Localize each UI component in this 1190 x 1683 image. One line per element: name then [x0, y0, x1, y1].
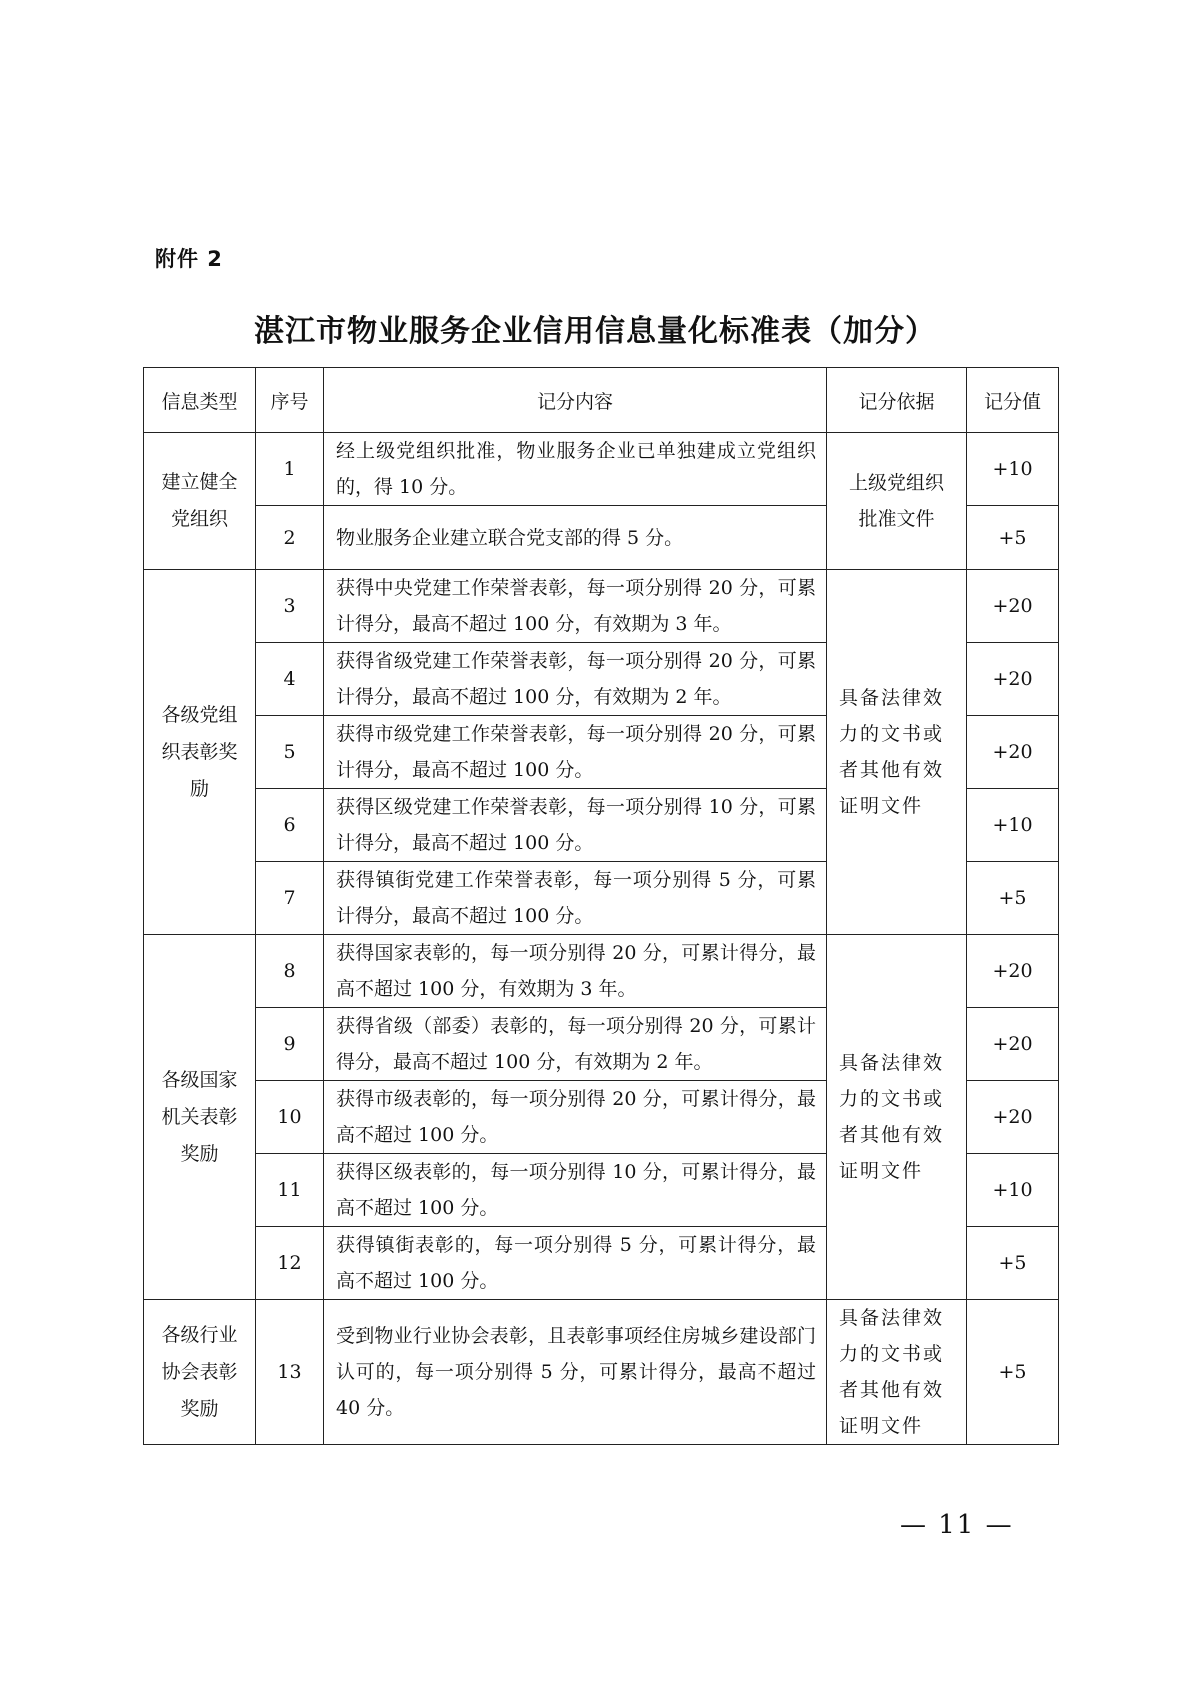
table-row: [144, 433, 1059, 506]
row-value: +5: [967, 506, 1059, 570]
row-value: +20: [967, 643, 1059, 716]
row-content: 获得市级表彰的，每一项分别得 20 分，可累计得分，最高不超过 100 分。: [324, 1081, 827, 1154]
row-value: +20: [967, 716, 1059, 789]
row-value: +10: [967, 433, 1059, 506]
header-basis: 记分依据: [827, 368, 967, 433]
row-no: 2: [256, 506, 324, 570]
page-number: — 11 —: [900, 1510, 1014, 1540]
row-content: 受到物业行业协会表彰，且表彰事项经住房城乡建设部门认可的，每一项分别得 5 分，可累计得分，最高不超过 40 分。: [324, 1300, 827, 1445]
row-no: 11: [256, 1154, 324, 1227]
header-content: 记分内容: [324, 368, 827, 433]
row-content: 获得区级党建工作荣誉表彰，每一项分别得 10 分，可累计得分，最高不超过 100 分。: [324, 789, 827, 862]
header-no: 序号: [256, 368, 324, 433]
row-value: +20: [967, 1008, 1059, 1081]
row-value: +10: [967, 1154, 1059, 1227]
table-row: [144, 935, 1059, 1008]
row-content: 获得区级表彰的，每一项分别得 10 分，可累计得分，最高不超过 100 分。: [324, 1154, 827, 1227]
row-content: 获得镇街党建工作荣誉表彰，每一项分别得 5 分，可累计得分，最高不超过 100 分。: [324, 862, 827, 935]
row-no: 1: [256, 433, 324, 506]
group-basis-cell: 具备法律效力的文书或者其他有效证明文件: [827, 570, 967, 935]
header-value: 记分值: [967, 368, 1059, 433]
row-content: 获得镇街表彰的，每一项分别得 5 分，可累计得分，最高不超过 100 分。: [324, 1227, 827, 1300]
group-basis-cell: 上级党组织批准文件: [827, 433, 967, 570]
row-content: 物业服务企业建立联合党支部的得 5 分。: [324, 506, 827, 570]
row-content: 获得省级党建工作荣誉表彰，每一项分别得 20 分，可累计得分，最高不超过 100 分，有效期为 2 年。: [324, 643, 827, 716]
group-type-cell: 各级行业协会表彰奖励: [144, 1300, 256, 1445]
row-no: 13: [256, 1300, 324, 1445]
group-type-cell: 各级国家机关表彰奖励: [144, 935, 256, 1300]
header-type: 信息类型: [144, 368, 256, 433]
row-value: +10: [967, 789, 1059, 862]
row-no: 10: [256, 1081, 324, 1154]
row-no: 12: [256, 1227, 324, 1300]
row-content: 获得国家表彰的，每一项分别得 20 分，可累计得分，最高不超过 100 分，有效期为 3 年。: [324, 935, 827, 1008]
row-value: +5: [967, 1300, 1059, 1445]
page-title: 湛江市物业服务企业信用信息量化标准表（加分）: [254, 314, 936, 349]
row-no: 7: [256, 862, 324, 935]
row-content: 获得中央党建工作荣誉表彰，每一项分别得 20 分，可累计得分，最高不超过 100 分，有效期为 3 年。: [324, 570, 827, 643]
row-no: 3: [256, 570, 324, 643]
group-basis-cell: 具备法律效力的文书或者其他有效证明文件: [827, 935, 967, 1300]
row-value: +5: [967, 1227, 1059, 1300]
row-no: 6: [256, 789, 324, 862]
row-no: 8: [256, 935, 324, 1008]
row-no: 9: [256, 1008, 324, 1081]
group-type-cell: 建立健全党组织: [144, 433, 256, 570]
row-value: +5: [967, 862, 1059, 935]
group-type-cell: 各级党组织表彰奖励: [144, 570, 256, 935]
credit-score-table: [143, 367, 1059, 1445]
row-content: 经上级党组织批准，物业服务企业已单独建成立党组织的，得 10 分。: [324, 433, 827, 506]
row-no: 4: [256, 643, 324, 716]
row-value: +20: [967, 935, 1059, 1008]
row-value: +20: [967, 570, 1059, 643]
table-row: [144, 570, 1059, 643]
row-content: 获得市级党建工作荣誉表彰，每一项分别得 20 分，可累计得分，最高不超过 100 分。: [324, 716, 827, 789]
row-content: 获得省级（部委）表彰的，每一项分别得 20 分，可累计得分，最高不超过 100 分，有效期为 2 年。: [324, 1008, 827, 1081]
row-value: +20: [967, 1081, 1059, 1154]
attachment-label: 附件 2: [155, 247, 223, 271]
table-header-row: [144, 368, 1059, 433]
group-basis-cell: 具备法律效力的文书或者其他有效证明文件: [827, 1300, 967, 1445]
row-no: 5: [256, 716, 324, 789]
table-row: [144, 1300, 1059, 1445]
